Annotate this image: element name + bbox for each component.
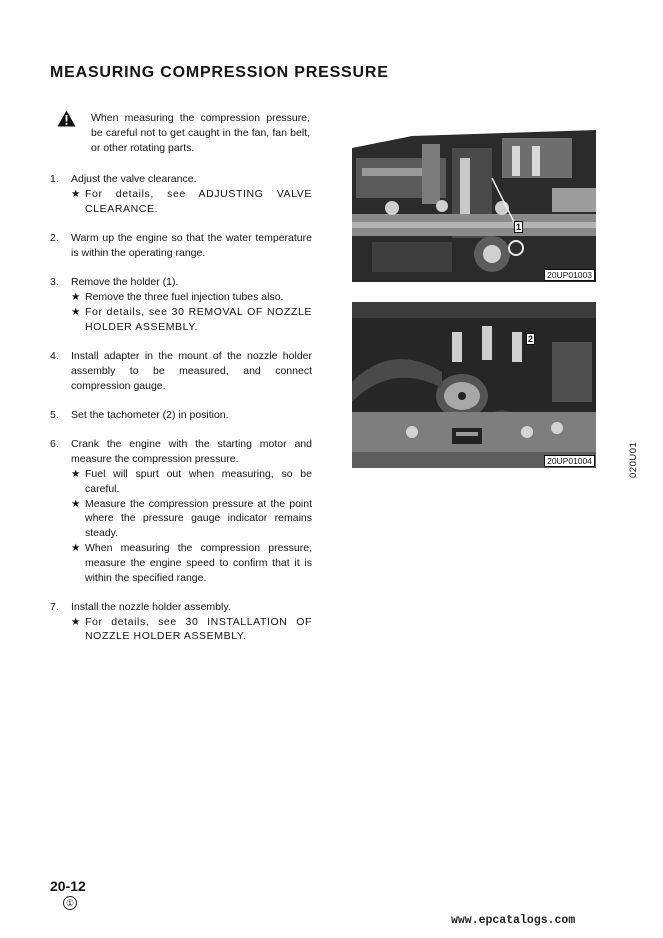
revision-mark: ①: [63, 896, 77, 910]
warning-text: When measuring the compression pressure, be careful not to get caught in the fan, fan belt, or other rotating parts.: [91, 112, 310, 154]
note-text: Measure the compression pressure at the point where the pressure gauge indicator remains steady.: [85, 497, 312, 540]
step-text: Install the nozzle holder assembly.: [71, 600, 231, 613]
step-number: 7.: [50, 600, 59, 613]
step-2: [50, 231, 312, 261]
star-icon: ★: [71, 541, 81, 554]
step-number: 3.: [50, 276, 59, 289]
step-5: [50, 408, 312, 423]
callout-2: 2: [528, 334, 534, 344]
step-note: [71, 290, 312, 305]
watermark: www.epcatalogs.com: [451, 914, 576, 927]
step-note: [71, 187, 312, 217]
star-icon: ★: [71, 497, 81, 510]
step-note: [71, 541, 312, 585]
note-text: When measuring the compression pressure, measure the engine speed to confirm that it is within the specified range.: [85, 541, 312, 584]
step-note: [71, 615, 312, 645]
star-icon: ★: [71, 305, 82, 318]
star-icon: ★: [71, 290, 81, 303]
step-7: [50, 600, 312, 644]
step-number: 4.: [50, 349, 59, 362]
warning-triangle-icon: [57, 110, 76, 127]
page-title: MEASURING COMPRESSION PRESSURE: [50, 64, 389, 81]
star-icon: ★: [71, 467, 81, 480]
step-number: 2.: [50, 231, 59, 244]
step-3: [50, 275, 312, 334]
step-note: [71, 467, 312, 497]
procedure-steps: [50, 172, 312, 659]
step-text: Set the tachometer (2) in position.: [71, 408, 229, 421]
step-6: [50, 437, 312, 585]
figure-label: 20UP01004: [544, 455, 595, 467]
step-text: Crank the engine with the starting motor and measure the compression pressure.: [71, 438, 312, 466]
engine-photo-image: [352, 118, 596, 282]
step-text: Install adapter in the mount of the nozzle holder assembly to be measured, and connect compression gauge.: [71, 349, 312, 392]
step-note: [71, 305, 312, 335]
step-number: 5.: [50, 408, 59, 421]
callout-1: 1: [516, 222, 522, 232]
step-1: [50, 172, 312, 216]
star-icon: ★: [71, 615, 82, 628]
step-note: [71, 497, 312, 541]
engine-photo-image: [352, 302, 596, 468]
figure-label: 20UP01003: [544, 269, 595, 281]
step-text: Warm up the engine so that the water temperature is within the operating range.: [71, 231, 312, 259]
step-4: [50, 349, 312, 393]
note-text: Remove the three fuel injection tubes also.: [85, 290, 284, 303]
note-text: For details, see 30 INSTALLATION OF NOZZLE HOLDER ASSEMBLY.: [85, 615, 312, 643]
engine-photo-nozzle-holder: [352, 118, 596, 282]
page-number: 20-12: [50, 878, 86, 894]
note-text: For details, see ADJUSTING VALVE CLEARANCE.: [85, 187, 312, 215]
engine-photo-compression-gauge: [352, 302, 596, 468]
note-text: Fuel will spurt out when measuring, so be careful.: [85, 467, 312, 495]
side-code: 020U01: [628, 441, 639, 478]
step-number: 6.: [50, 438, 59, 451]
step-text: Remove the holder (1).: [71, 276, 179, 289]
step-number: 1.: [50, 173, 59, 185]
note-text: For details, see 30 REMOVAL OF NOZZLE HOLDER ASSEMBLY.: [85, 305, 312, 333]
step-text: Adjust the valve clearance.: [71, 173, 197, 185]
star-icon: ★: [71, 187, 82, 200]
